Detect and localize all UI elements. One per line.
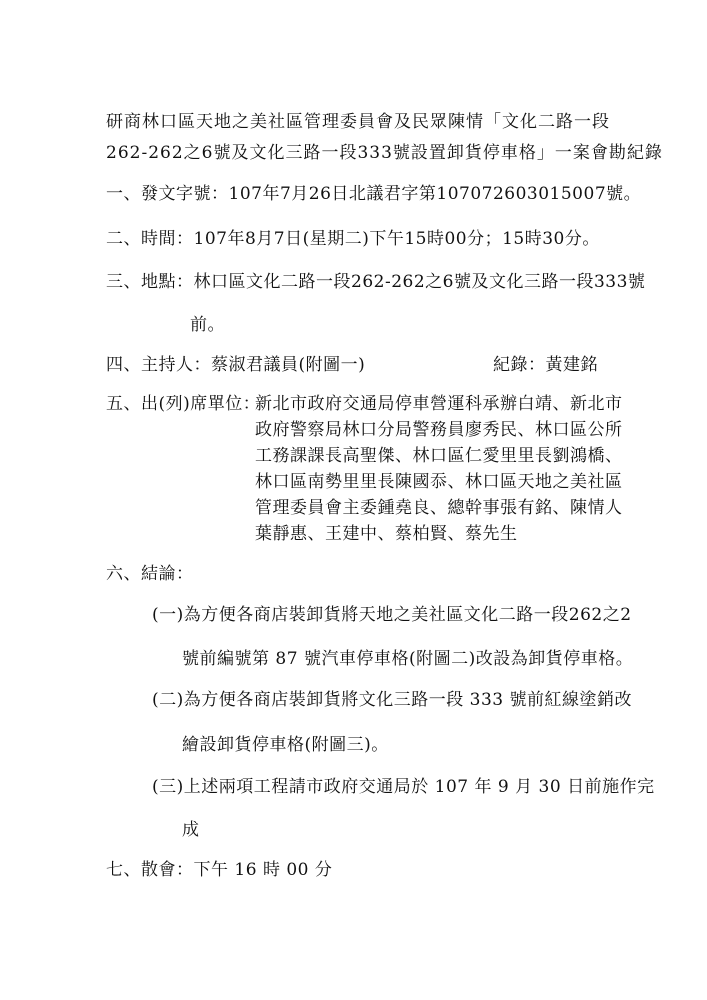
conclusion-item-2-continued: 繪設卸貨停車格(附圖三)。	[182, 735, 389, 755]
item-adjournment: 七、散會：下午 16 時 00 分	[106, 860, 333, 880]
item-recorder: 紀錄：黃建銘	[493, 355, 598, 375]
conclusion-item-2: (二)為方便各商店裝卸貨將文化三路一段 333 號前紅線塗銷改	[152, 690, 633, 710]
item-meeting-place: 三、地點：林口區文化二路一段262-262之6號及文化三路一段333號	[106, 272, 646, 292]
item-document-number: 一、發文字號：107年7月26日北議君字第107072603015007號。	[106, 184, 642, 204]
item-meeting-place-continued: 前。	[190, 315, 225, 335]
conclusion-item-1: (一)為方便各商店裝卸貨將天地之美社區文化二路一段262之2	[152, 605, 632, 625]
attendees-line: 新北市政府交通局停車營運科承辦白靖、新北市	[255, 394, 623, 414]
attendees-line: 政府警察局林口分局警務員廖秀民、林口區公所	[255, 420, 623, 440]
item-host: 四、主持人：蔡淑君議員(附圖一)	[106, 355, 366, 375]
conclusion-item-3: (三)上述兩項工程請市政府交通局於 107 年 9 月 30 日前施作完	[152, 777, 655, 797]
item-conclusion-label: 六、結論：	[106, 564, 194, 584]
attendees-line: 工務課課長高聖傑、林口區仁愛里里長劉鴻橋、	[255, 446, 623, 466]
conclusion-item-3-continued: 成	[182, 820, 200, 840]
document-title-line-2: 262-262之6號及文化三路一段333號設置卸貨停車格」一案會勘紀錄	[106, 143, 663, 163]
item-meeting-time: 二、時間：107年8月7日(星期二)下午15時00分；15時30分。	[106, 229, 600, 249]
item-attendees-label: 五、出(列)席單位：	[106, 394, 261, 414]
attendees-line: 林口區南勢里里長陳國忝、林口區天地之美社區	[255, 472, 623, 492]
attendees-line: 葉靜惠、王建中、蔡柏賢、蔡先生	[255, 524, 518, 544]
attendees-line: 管理委員會主委鍾堯良、總幹事張有銘、陳情人	[255, 498, 623, 518]
document-title-line-1: 研商林口區天地之美社區管理委員會及民眾陳情「文化二路一段	[106, 112, 610, 132]
conclusion-item-1-continued: 號前編號第 87 號汽車停車格(附圖二)改設為卸貨停車格。	[182, 649, 634, 669]
